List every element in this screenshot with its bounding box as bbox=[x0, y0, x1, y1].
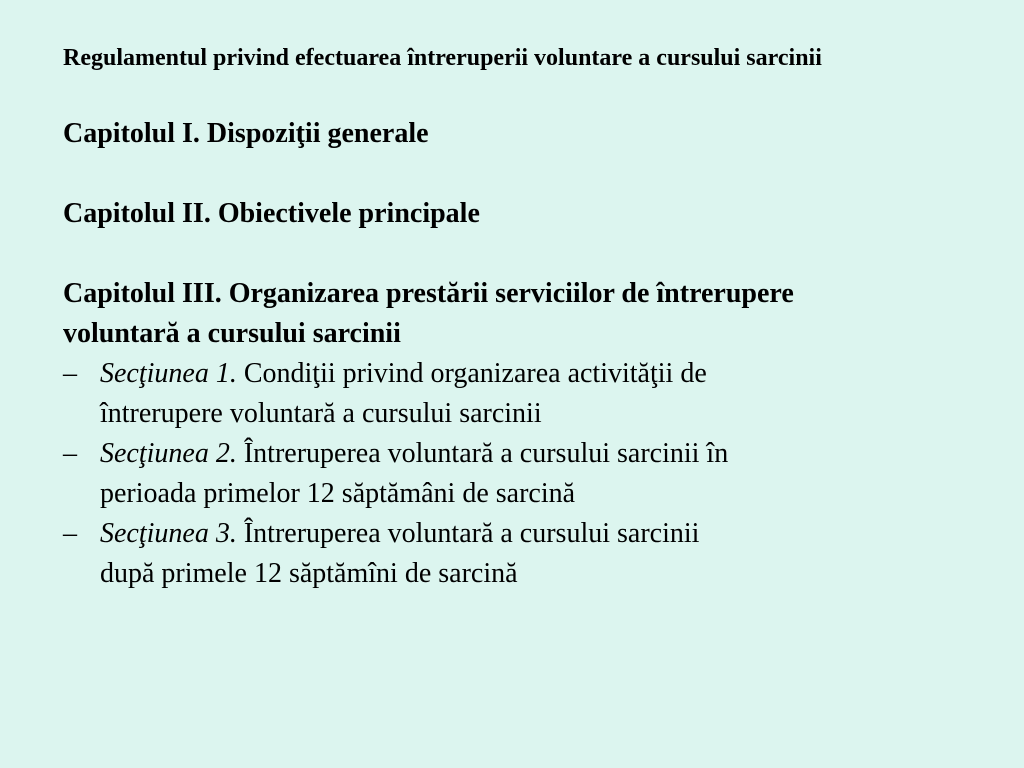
section-1-text-line1: Condiţii privind organizarea activităţii de bbox=[236, 358, 707, 389]
section-3-line1 bbox=[100, 514, 964, 554]
dash-bullet: – bbox=[63, 518, 77, 549]
section-3-text-line1: Întreruperea voluntară a cursului sarcinii bbox=[236, 518, 700, 549]
section-item-3 bbox=[63, 514, 964, 594]
document-title: Regulamentul privind efectuarea întreruperii voluntare a cursului sarcinii bbox=[63, 45, 822, 71]
chapter-3-heading bbox=[63, 274, 964, 354]
section-item-1 bbox=[63, 354, 964, 434]
section-2-text-line1: Întreruperea voluntară a cursului sarcinii în bbox=[236, 438, 729, 469]
section-list bbox=[63, 354, 964, 594]
chapter-3-heading-line2: voluntară a cursului sarcinii bbox=[63, 318, 401, 349]
dash-bullet: – bbox=[63, 438, 77, 469]
section-item-2 bbox=[63, 434, 964, 514]
section-1-text-line2: întrerupere voluntară a cursului sarcinii bbox=[100, 398, 542, 429]
chapter-1-heading: Capitolul I. Dispoziţii generale bbox=[63, 118, 429, 149]
section-3-label: Secţiunea 3. bbox=[100, 518, 237, 549]
section-1-line1 bbox=[100, 354, 964, 394]
section-3-text-line2: după primele 12 săptămîni de sarcină bbox=[100, 558, 518, 589]
section-2-text-line2: perioada primelor 12 săptămâni de sarcină bbox=[100, 478, 576, 509]
section-2-line1 bbox=[100, 434, 964, 474]
chapter-3-heading-line1: Capitolul III. Organizarea prestării serviciilor de întrerupere bbox=[63, 278, 794, 309]
chapter-2-heading: Capitolul II. Obiectivele principale bbox=[63, 198, 480, 229]
dash-bullet: – bbox=[63, 358, 77, 389]
section-2-label: Secţiunea 2. bbox=[100, 438, 237, 469]
section-1-label: Secţiunea 1. bbox=[100, 358, 237, 389]
